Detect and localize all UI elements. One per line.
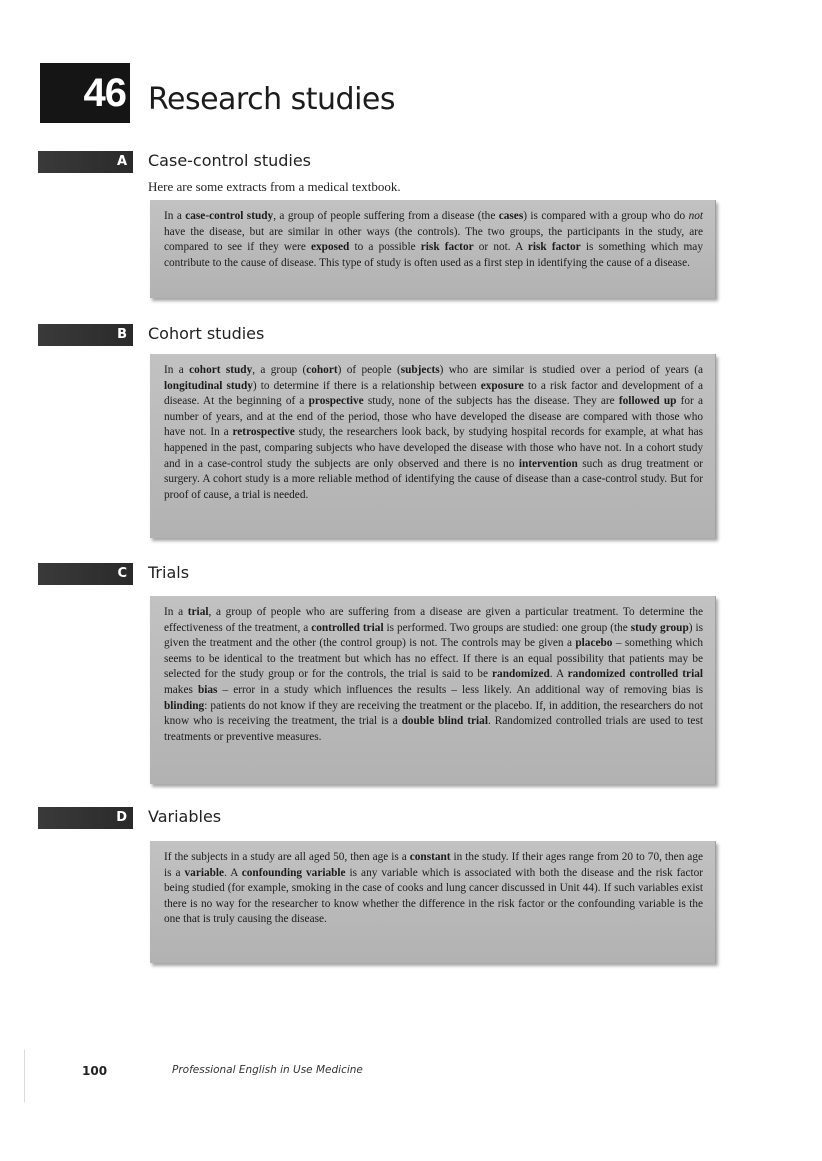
bold-term: longitudinal study [164,379,253,392]
unit-title: Research studies [148,82,396,117]
bold-term: cohort study [189,364,253,376]
section-c-marker: C [38,563,133,585]
text-run: In a [164,210,186,222]
section-d-title: Variables [148,807,222,826]
bold-term: risk factor [420,241,474,254]
text-run: have the disease, but are similar in other ways (the controls). The two groups, the participants in the study, are compared to see if they were [164,225,703,254]
text-run: . A [224,866,242,879]
section-c-panel [150,596,716,784]
bold-term: case-control study [185,210,274,222]
section-b-marker: B [38,324,133,346]
text-run: is something which may contribute to the cause of disease. This type of study is often used as a first step in identifying the cause of a disease. [164,241,703,269]
bold-term: double blind trial [401,715,488,728]
text-run: or not. A [473,241,528,254]
bold-term: retrospective [232,426,295,439]
section-a-text [164,209,703,271]
margin-line [24,1050,25,1102]
bold-term: intervention [518,457,578,470]
text-run: makes [164,683,198,696]
text-run: , a group ( [252,364,307,376]
text-run: ) who are similar is studied over a period of years (a [439,364,703,376]
text-run: . Randomized controlled trials are used to test treatments or preventive measures. [164,715,703,743]
text-run: for a number of years, and at the end of the period, those who have developed the disease are compared with those who have not. In a [164,395,703,439]
book-title: Professional English in Use Medicine [172,1064,363,1076]
bold-term: trial [187,606,209,618]
bold-term: placebo [575,637,613,650]
text-run: : patients do not know if they are receiving the treatment or the placebo. If, in addition, the researchers do not know who is receiving the treatment, the trial is a [164,699,703,728]
bold-term: randomized [492,668,550,681]
section-b-title: Cohort studies [148,324,265,343]
page-number: 100 [82,1064,108,1078]
section-a-title: Case-control studies [148,151,312,170]
bold-term: study group [630,621,689,634]
section-b-panel [150,354,716,538]
section-a-marker: A [38,151,133,173]
text-run: , a group of people suffering from a disease (the [273,210,499,222]
text-run: In a [164,606,188,618]
bold-term: exposure [480,379,524,392]
bold-term: variable [184,866,225,879]
section-a-intro: Here are some extracts from a medical textbook. [148,179,401,194]
bold-term: exposed [311,241,350,254]
section-d-text [164,850,703,928]
bold-term: bias [197,683,218,696]
bold-term: blinding [164,699,205,712]
text-run: – error in a study which influences the results – less likely. An additional way of removing bias is [217,683,703,696]
section-c-title: Trials [148,563,190,582]
bold-term: constant [409,851,451,863]
unit-number-badge: 46 [40,63,130,123]
bold-term: followed up [618,395,677,408]
text-run: is any variable which is associated with both the disease and the risk factor being studied (for example, smoking in the case of cooks and lung cancer discussed in Unit 44). If such variables exist there is no way for the researcher to know whether the difference in the risk factor or the confounding variable is the one that is truly causing the disease. [164,866,704,926]
bold-term: randomized controlled trial [567,668,703,681]
section-b-text [164,363,703,503]
text-run: ) is given the treatment and the other (the control group) is not. The controls may be given a [164,621,703,650]
text-run: such as drug treatment or surgery. A cohort study is a more reliable method of identifying the cause of disease than a case-control study. But for proof of cause, a trial is needed. [164,457,704,501]
bold-term: subjects [400,364,440,376]
bold-term: prospective [308,395,364,408]
text-run: – something which seems to be identical to the treatment but which has no effect. If there is an equal possibility that patients may be selected for the study group or for the controls, the trial is said to be [164,637,703,681]
emphasis-text: not [688,210,703,222]
text-run: ) is compared with a group who do [523,210,689,222]
text-run: study, none of the subjects has the disease. They are [363,395,619,408]
bold-term: controlled trial [311,621,384,634]
text-run: ) to determine if there is a relationship between [252,379,481,392]
text-run: in the study. If their ages range from 20 to 70, then age is a [164,851,703,879]
text-run: ) of people ( [337,364,401,376]
text-run: to a possible [349,241,421,254]
section-d-panel [150,841,716,963]
text-run: is performed. Two groups are studied: one group (the [383,621,631,634]
section-c-text [164,605,703,745]
text-run: to a risk factor and development of a disease. At the beginning of a [164,379,703,408]
bold-term: risk factor [527,241,581,254]
section-d-marker: D [38,807,133,829]
section-a-panel [150,200,716,298]
text-run: study, the researchers look back, by studying hospital records for example, at what has happened in the past, comparing subjects who have developed the disease with those who have not. In a cohort study and in a case-control study the subjects are only observed and there is no [164,426,703,470]
bold-term: cohort [306,364,338,376]
text-run: . A [549,668,568,681]
bold-term: cases [498,210,524,222]
text-run: If the subjects in a study are all aged 50, then age is a [164,851,410,863]
text-run: , a group of people who are suffering from a disease are given a particular treatment. To determine the effectiveness of the treatment, a [164,606,703,634]
text-run: In a [164,364,190,376]
bold-term: confounding variable [241,866,346,879]
